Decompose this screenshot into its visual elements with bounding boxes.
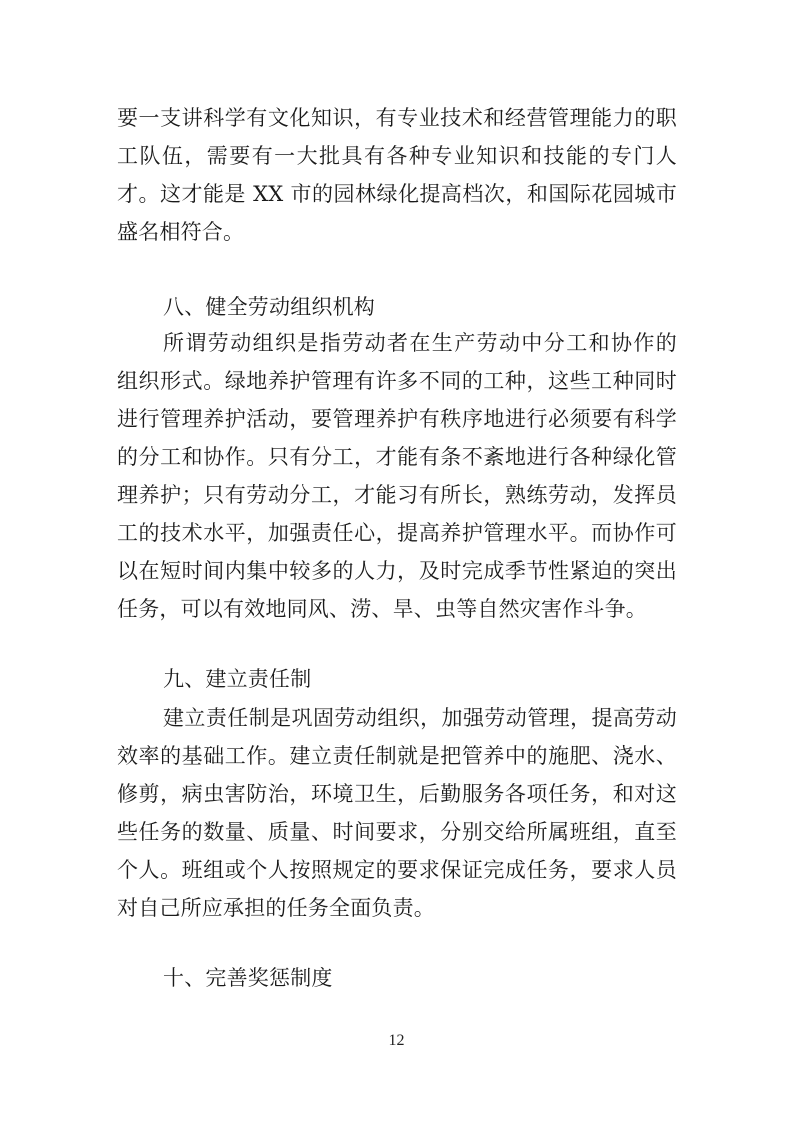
paragraph-line: 的分工和协作。只有分工，才能有条不紊地进行各种绿化管 — [117, 445, 677, 469]
paragraph-line: 修剪，病虫害防治，环境卫生，后勤服务各项任务，和对这 — [117, 782, 677, 806]
paragraph-line: 效率的基础工作。建立责任制就是把管养中的施肥、浇水、 — [117, 744, 677, 768]
section-heading: 十、完善奖惩制度 — [163, 966, 333, 990]
paragraph-line: 工队伍，需要有一大批具有各种专业知识和技能的专门人 — [117, 144, 677, 168]
paragraph-line: 以在短时间内集中较多的人力，及时完成季节性紧迫的突出 — [117, 559, 677, 583]
paragraph-line: 进行管理养护活动，要管理养护有秩序地进行必须要有科学 — [117, 407, 677, 431]
paragraph-line: 任务，可以有效地同风、涝、旱、虫等自然灾害作斗争。 — [117, 597, 647, 621]
paragraph-line: 建立责任制是巩固劳动组织，加强劳动管理，提高劳动 — [163, 706, 677, 730]
paragraph-line: 所谓劳动组织是指劳动者在生产劳动中分工和协作的 — [163, 331, 677, 355]
paragraph-line: 个人。班组或个人按照规定的要求保证完成任务，要求人员 — [117, 858, 677, 882]
paragraph-line: 理养护；只有劳动分工，才能习有所长，熟练劳动，发挥员 — [117, 483, 677, 507]
paragraph-line: 工的技术水平，加强责任心，提高养护管理水平。而协作可 — [117, 521, 677, 545]
paragraph-line: 要一支讲科学有文化知识，有专业技术和经营管理能力的职 — [117, 106, 677, 130]
paragraph-line: 对自己所应承担的任务全面负责。 — [117, 896, 435, 920]
paragraph-line: 才。这才能是 XX 市的园林绿化提高档次，和国际花园城市 — [117, 182, 677, 206]
paragraph-line: 组织形式。绿地养护管理有许多不同的工种，这些工种同时 — [117, 369, 677, 393]
section-heading: 八、健全劳动组织机构 — [163, 295, 375, 319]
paragraph-line: 盛名相符合。 — [117, 220, 245, 244]
paragraph-line: 些任务的数量、质量、时间要求，分别交给所属班组，直至 — [117, 820, 677, 844]
page-number: 12 — [388, 1032, 405, 1049]
section-heading: 九、建立责任制 — [163, 667, 312, 691]
